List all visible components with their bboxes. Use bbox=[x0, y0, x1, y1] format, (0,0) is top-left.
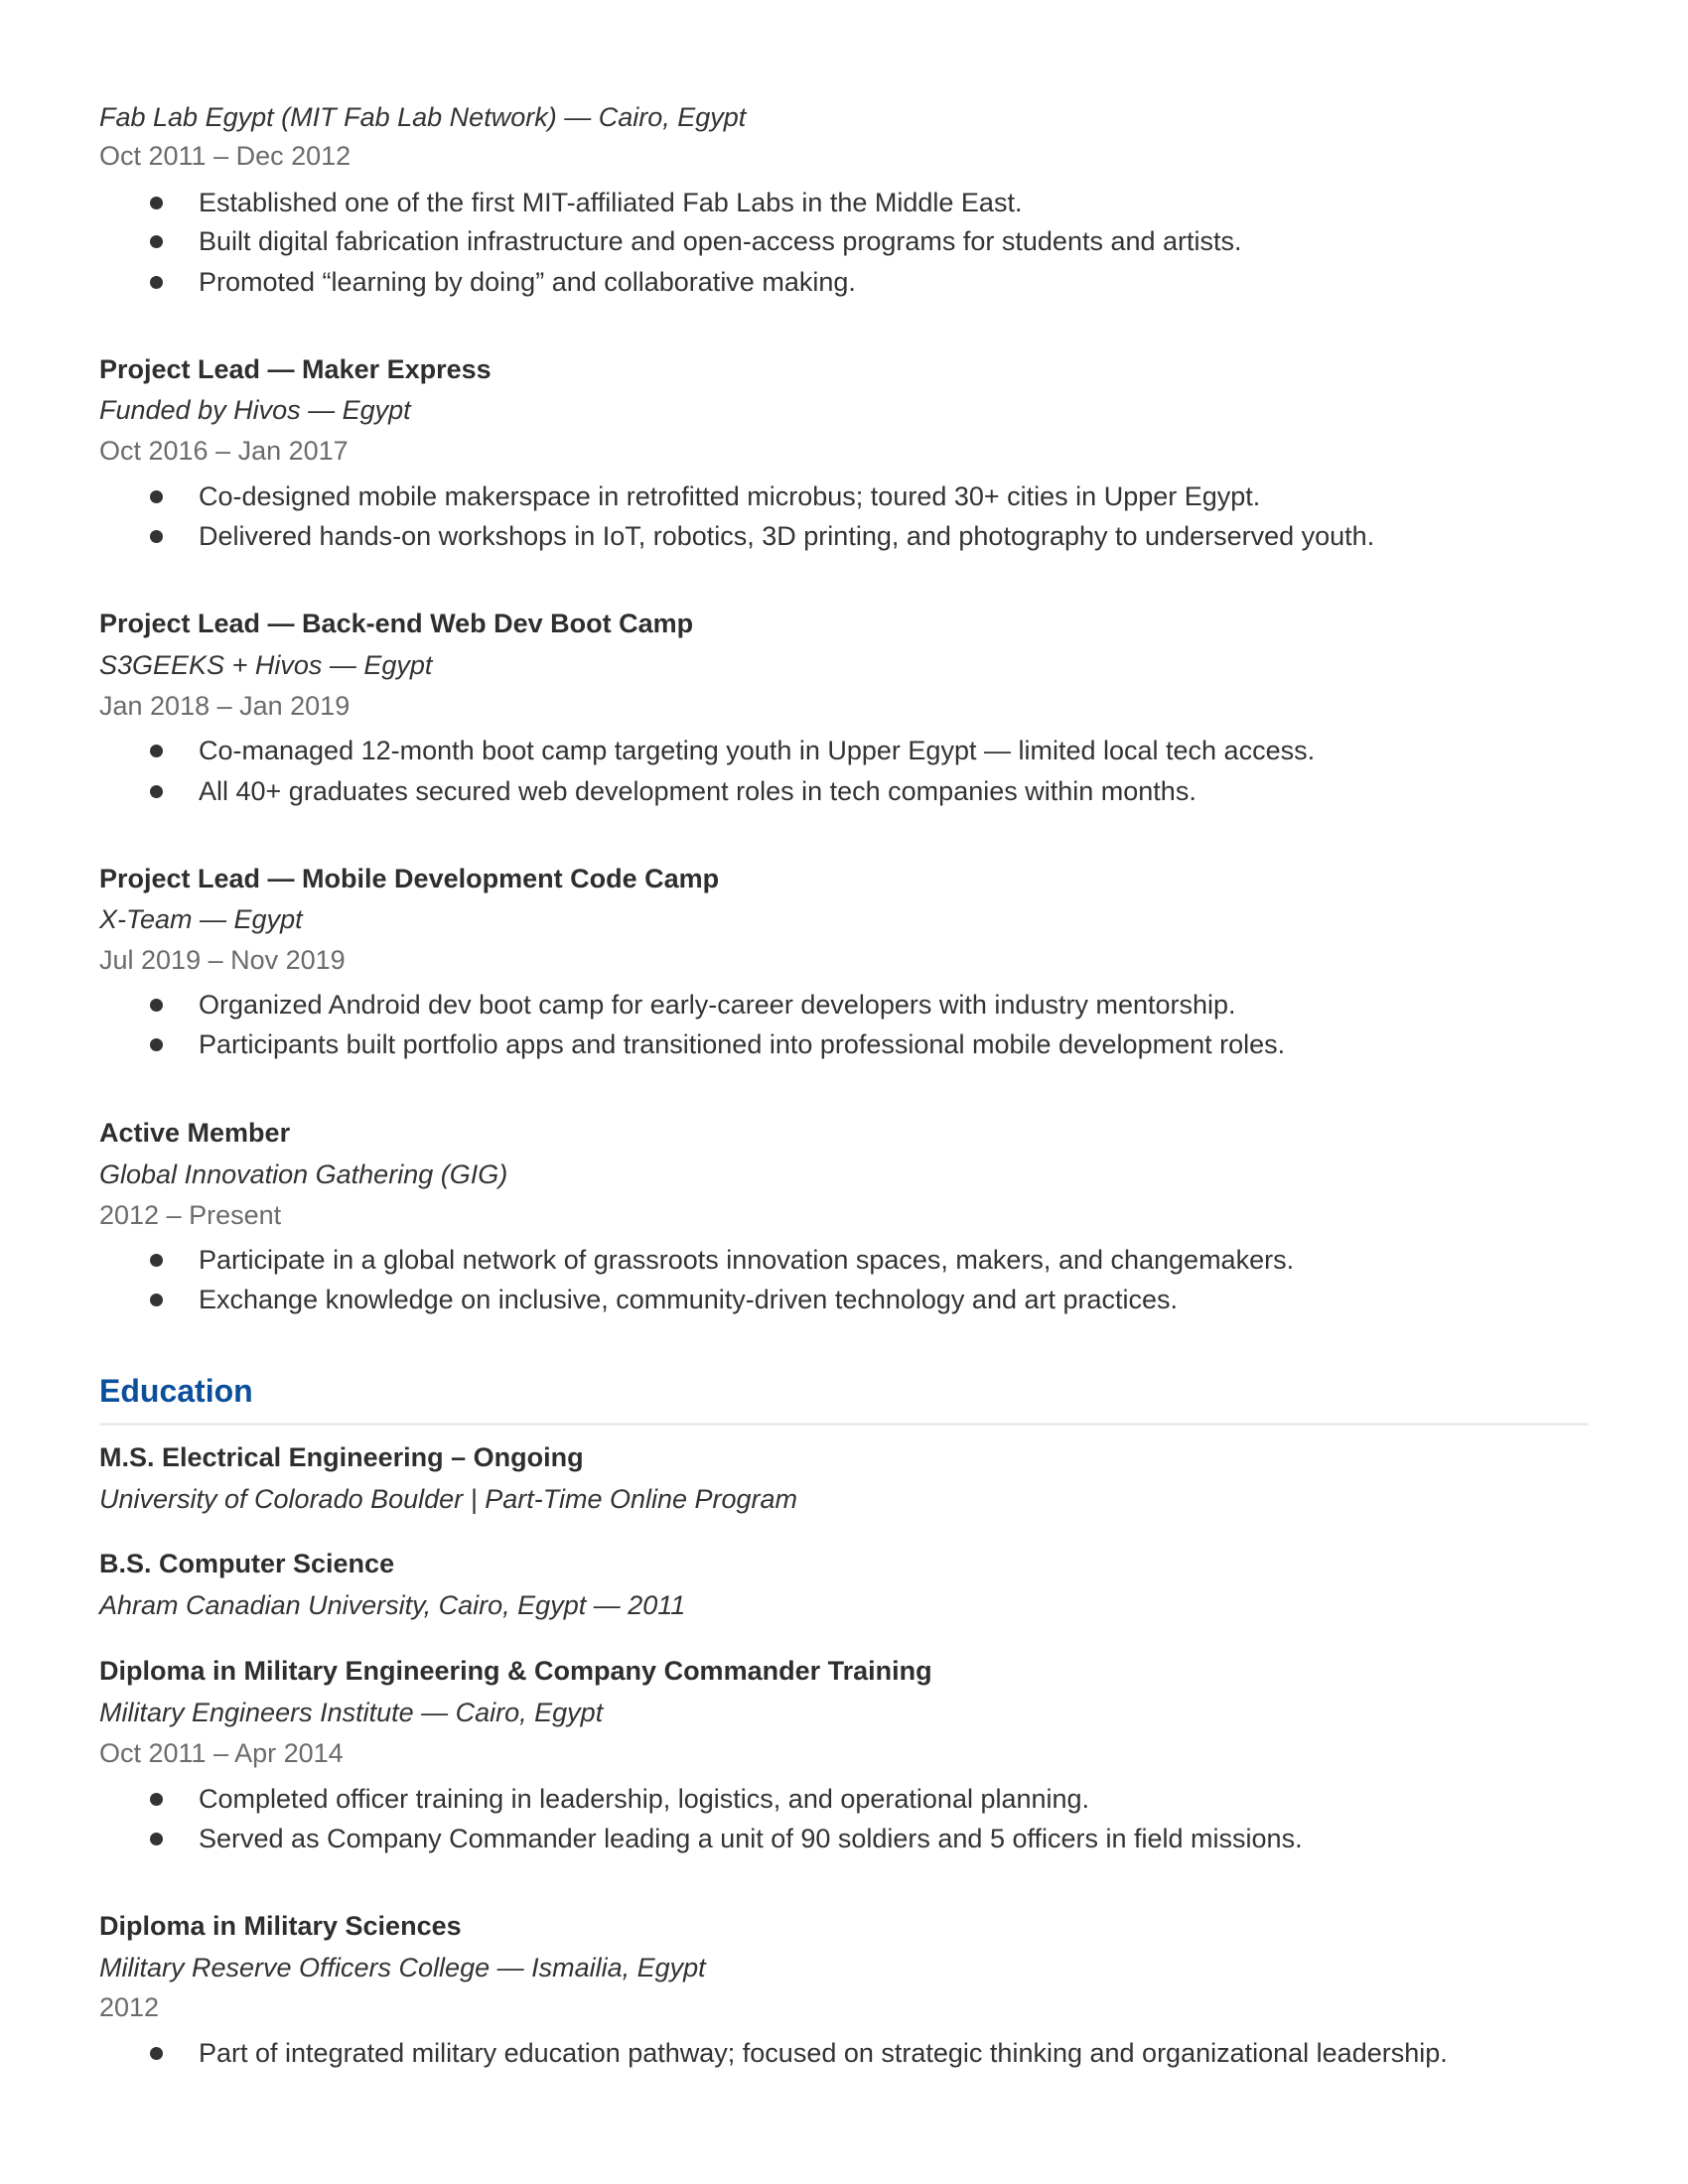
entry-dates: Oct 2011 – Dec 2012 bbox=[99, 141, 352, 171]
entry-institution: Military Engineers Institute — Cairo, Egypt bbox=[99, 1698, 604, 1727]
bullet-icon bbox=[150, 1793, 163, 1806]
section-heading-education: Education bbox=[99, 1373, 253, 1409]
entry-dates: Oct 2016 – Jan 2017 bbox=[99, 436, 349, 466]
entry-degree: M.S. Electrical Engineering – Ongoing bbox=[99, 1442, 584, 1472]
bullet-icon bbox=[150, 530, 163, 543]
entry-degree: Diploma in Military Sciences bbox=[99, 1911, 462, 1941]
bullet-icon bbox=[150, 1254, 163, 1267]
bullet-icon bbox=[150, 276, 163, 289]
entry-institution: Ahram Canadian University, Cairo, Egypt — 2011 bbox=[99, 1590, 686, 1620]
entry-dates: 2012 – Present bbox=[99, 1200, 282, 1230]
entry-title: Project Lead — Back-end Web Dev Boot Camp bbox=[99, 609, 694, 638]
bullet-icon bbox=[150, 999, 163, 1012]
bullet-icon bbox=[150, 785, 163, 798]
entry-organization: X-Team — Egypt bbox=[99, 904, 303, 934]
bullet-icon bbox=[150, 2047, 163, 2060]
entry-institution: University of Colorado Boulder | Part-Time Online Program bbox=[99, 1484, 798, 1514]
entry-degree: B.S. Computer Science bbox=[99, 1549, 395, 1578]
entry-degree: Diploma in Military Engineering & Company Commander Training bbox=[99, 1656, 932, 1686]
bullet-icon bbox=[150, 197, 163, 209]
entry-title: Active Member bbox=[99, 1118, 291, 1148]
bullet-icon bbox=[150, 1833, 163, 1845]
entry-title: Project Lead — Maker Express bbox=[99, 354, 492, 384]
entry-institution: Military Reserve Officers College — Ismailia, Egypt bbox=[99, 1953, 706, 1982]
bullet-icon bbox=[150, 235, 163, 248]
bullet-icon bbox=[150, 745, 163, 757]
entry-title: Project Lead — Mobile Development Code Camp bbox=[99, 864, 720, 893]
bullet-icon bbox=[150, 490, 163, 503]
entry-organization: Fab Lab Egypt (MIT Fab Lab Network) — Cairo, Egypt bbox=[99, 102, 747, 132]
entry-dates: Oct 2011 – Apr 2014 bbox=[99, 1738, 344, 1768]
bullet-icon bbox=[150, 1294, 163, 1306]
entry-organization: Funded by Hivos — Egypt bbox=[99, 395, 411, 425]
entry-dates: 2012 bbox=[99, 1992, 160, 2022]
bullet-icon bbox=[150, 1038, 163, 1051]
entry-dates: Jul 2019 – Nov 2019 bbox=[99, 945, 346, 975]
entry-organization: Global Innovation Gathering (GIG) bbox=[99, 1160, 508, 1189]
section-divider bbox=[99, 1423, 1589, 1426]
entry-dates: Jan 2018 – Jan 2019 bbox=[99, 691, 351, 721]
entry-organization: S3GEEKS + Hivos — Egypt bbox=[99, 650, 433, 680]
